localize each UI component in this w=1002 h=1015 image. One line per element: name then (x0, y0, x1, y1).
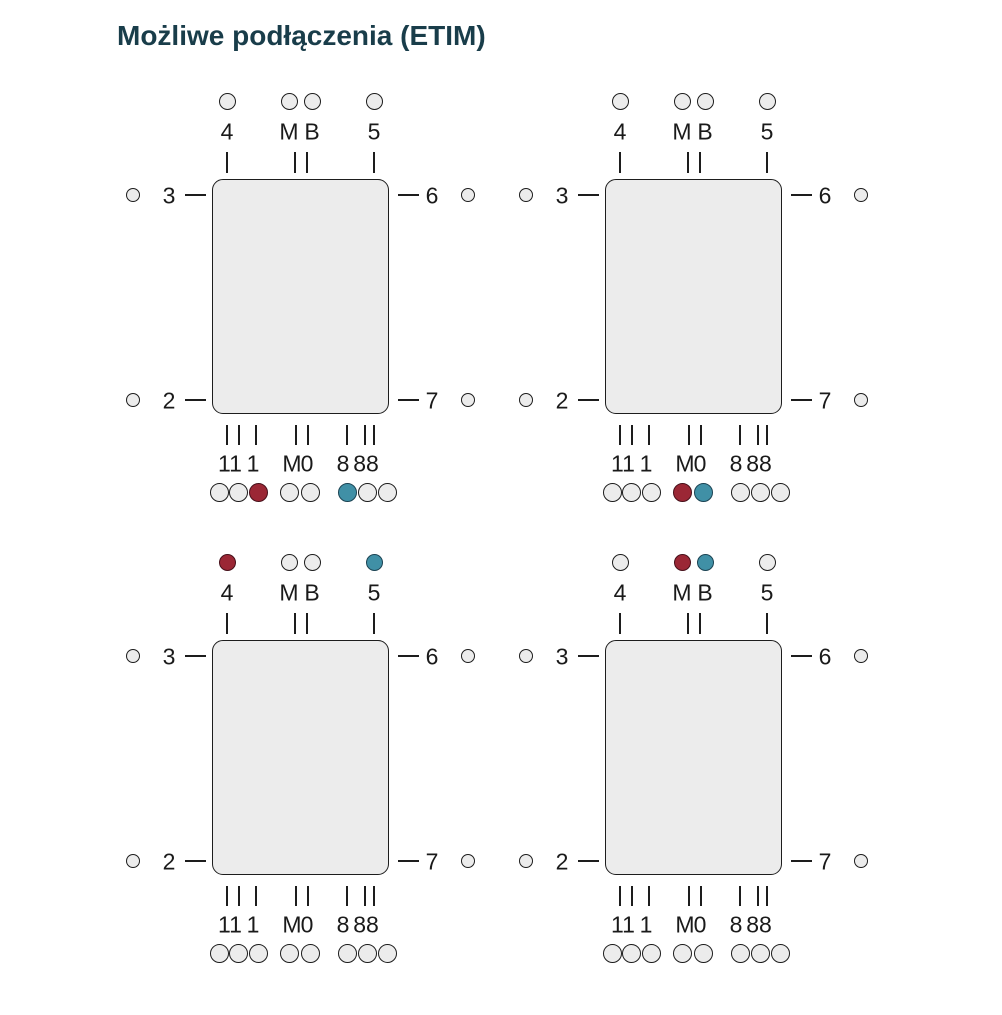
terminal-pin-line (185, 194, 206, 196)
terminal-indicator-0 (301, 944, 320, 963)
terminal-pin-line (619, 152, 621, 173)
device-box (212, 640, 389, 875)
terminal-indicator-6 (461, 649, 475, 663)
terminal-pin-line (688, 425, 690, 445)
terminal-pin-line (295, 425, 297, 445)
terminal-indicator-11b (622, 944, 641, 963)
terminal-indicator-5 (366, 93, 383, 110)
terminal-pin-line (306, 613, 308, 634)
terminal-pin-line (700, 425, 702, 445)
terminal-label-b: B (304, 579, 320, 606)
terminal-label-6: 6 (818, 643, 832, 670)
connection-variant-3 (110, 546, 490, 976)
terminal-indicator-m (674, 93, 691, 110)
terminal-indicator-5 (366, 554, 383, 571)
terminal-label-5: 5 (760, 118, 774, 145)
connection-variant-1 (110, 85, 490, 515)
terminal-label-2: 2 (555, 848, 569, 875)
terminal-pin-line (619, 613, 621, 634)
terminal-indicator-1 (642, 483, 661, 502)
terminal-label-6: 6 (425, 643, 439, 670)
terminal-pin-line (226, 886, 228, 906)
terminal-indicator-m-bottom (280, 483, 299, 502)
terminal-pin-line (238, 425, 240, 445)
terminal-pin-line (294, 613, 296, 634)
connection-variant-2 (503, 85, 883, 515)
terminal-indicator-0 (694, 944, 713, 963)
terminal-label-b: B (697, 579, 713, 606)
terminal-indicator-5 (759, 93, 776, 110)
terminal-indicator-6 (854, 188, 868, 202)
terminal-pin-line (346, 886, 348, 906)
terminal-pin-line (398, 399, 419, 401)
terminal-indicator-8 (338, 483, 357, 502)
terminal-label-4: 4 (613, 579, 627, 606)
terminal-indicator-11a (603, 483, 622, 502)
terminal-pin-line (307, 886, 309, 906)
terminal-label-3: 3 (555, 182, 569, 209)
terminal-label-m: M (672, 579, 692, 606)
terminal-label-88: 88 (353, 450, 379, 477)
terminal-label-2: 2 (555, 387, 569, 414)
terminal-indicator-m-bottom (673, 944, 692, 963)
terminal-pin-line (578, 860, 599, 862)
terminal-indicator-7 (854, 854, 868, 868)
terminal-label-m-bottom: M (282, 450, 302, 477)
terminal-pin-line (619, 886, 621, 906)
terminal-indicator-4 (219, 554, 236, 571)
terminal-pin-line (766, 425, 768, 445)
terminal-indicator-88a (358, 944, 377, 963)
terminal-label-11: 11 (611, 911, 635, 938)
terminal-label-0: 0 (693, 450, 707, 477)
terminal-label-b: B (304, 118, 320, 145)
terminal-label-2: 2 (162, 848, 176, 875)
terminal-label-5: 5 (367, 579, 381, 606)
terminal-indicator-2 (126, 854, 140, 868)
terminal-indicator-11a (603, 944, 622, 963)
terminal-pin-line (648, 425, 650, 445)
terminal-indicator-7 (461, 393, 475, 407)
terminal-indicator-1 (642, 944, 661, 963)
terminal-label-88: 88 (746, 911, 772, 938)
terminal-indicator-4 (612, 554, 629, 571)
terminal-label-m-bottom: M (675, 450, 695, 477)
terminal-pin-line (766, 152, 768, 173)
terminal-pin-line (295, 886, 297, 906)
terminal-pin-line (757, 425, 759, 445)
terminal-pin-line (226, 425, 228, 445)
terminal-pin-line (294, 152, 296, 173)
terminal-indicator-m (281, 554, 298, 571)
terminal-pin-line (255, 425, 257, 445)
terminal-pin-line (766, 886, 768, 906)
terminal-label-3: 3 (162, 643, 176, 670)
terminal-label-1: 1 (639, 911, 653, 938)
terminal-label-11: 11 (218, 450, 242, 477)
terminal-pin-line (238, 886, 240, 906)
terminal-indicator-m (281, 93, 298, 110)
terminal-pin-line (373, 613, 375, 634)
terminal-pin-line (578, 655, 599, 657)
terminal-pin-line (699, 152, 701, 173)
terminal-indicator-11b (229, 944, 248, 963)
connection-variant-4 (503, 546, 883, 976)
terminal-label-6: 6 (818, 182, 832, 209)
terminal-indicator-3 (126, 188, 140, 202)
terminal-pin-line (739, 425, 741, 445)
terminal-pin-line (578, 194, 599, 196)
terminal-pin-line (631, 886, 633, 906)
terminal-label-0: 0 (300, 911, 314, 938)
terminal-pin-line (699, 613, 701, 634)
terminal-indicator-3 (519, 188, 533, 202)
terminal-label-5: 5 (367, 118, 381, 145)
terminal-label-4: 4 (220, 118, 234, 145)
terminal-pin-line (346, 425, 348, 445)
terminal-indicator-88b (771, 944, 790, 963)
terminal-indicator-8 (731, 944, 750, 963)
terminal-pin-line (364, 425, 366, 445)
terminal-pin-line (619, 425, 621, 445)
terminal-pin-line (373, 425, 375, 445)
terminal-label-88: 88 (353, 911, 379, 938)
terminal-label-6: 6 (425, 182, 439, 209)
terminal-indicator-88b (378, 483, 397, 502)
terminal-label-7: 7 (425, 387, 439, 414)
terminal-indicator-2 (519, 393, 533, 407)
terminal-pin-line (364, 886, 366, 906)
terminal-indicator-1 (249, 483, 268, 502)
terminal-pin-line (578, 399, 599, 401)
terminal-indicator-7 (461, 854, 475, 868)
terminal-label-8: 8 (336, 911, 350, 938)
terminal-label-m: M (672, 118, 692, 145)
terminal-indicator-11a (210, 944, 229, 963)
terminal-pin-line (373, 152, 375, 173)
terminal-indicator-88b (771, 483, 790, 502)
terminal-indicator-7 (854, 393, 868, 407)
terminal-label-1: 1 (246, 450, 260, 477)
terminal-label-2: 2 (162, 387, 176, 414)
terminal-indicator-3 (519, 649, 533, 663)
terminal-label-m-bottom: M (675, 911, 695, 938)
terminal-indicator-b (304, 93, 321, 110)
terminal-pin-line (791, 194, 812, 196)
device-box (212, 179, 389, 414)
terminal-indicator-4 (219, 93, 236, 110)
terminal-pin-line (688, 886, 690, 906)
terminal-label-88: 88 (746, 450, 772, 477)
terminal-indicator-3 (126, 649, 140, 663)
terminal-indicator-0 (301, 483, 320, 502)
terminal-indicator-88a (751, 483, 770, 502)
terminal-indicator-b (697, 93, 714, 110)
terminal-indicator-6 (854, 649, 868, 663)
terminal-label-3: 3 (162, 182, 176, 209)
terminal-indicator-88a (358, 483, 377, 502)
terminal-indicator-2 (519, 854, 533, 868)
terminal-pin-line (398, 655, 419, 657)
terminal-label-1: 1 (246, 911, 260, 938)
terminal-indicator-4 (612, 93, 629, 110)
terminal-label-11: 11 (611, 450, 635, 477)
terminal-label-7: 7 (425, 848, 439, 875)
terminal-indicator-8 (338, 944, 357, 963)
terminal-pin-line (307, 425, 309, 445)
terminal-indicator-m-bottom (280, 944, 299, 963)
terminal-pin-line (185, 860, 206, 862)
terminal-pin-line (791, 655, 812, 657)
terminal-indicator-m-bottom (673, 483, 692, 502)
terminal-pin-line (791, 860, 812, 862)
terminal-pin-line (373, 886, 375, 906)
terminal-label-0: 0 (300, 450, 314, 477)
terminal-pin-line (226, 613, 228, 634)
terminal-label-5: 5 (760, 579, 774, 606)
terminal-label-3: 3 (555, 643, 569, 670)
terminal-label-4: 4 (613, 118, 627, 145)
terminal-indicator-m (674, 554, 691, 571)
terminal-pin-line (739, 886, 741, 906)
terminal-label-8: 8 (729, 450, 743, 477)
terminal-indicator-11b (229, 483, 248, 502)
terminal-label-4: 4 (220, 579, 234, 606)
terminal-indicator-5 (759, 554, 776, 571)
terminal-pin-line (185, 399, 206, 401)
terminal-pin-line (306, 152, 308, 173)
terminal-pin-line (687, 613, 689, 634)
terminal-pin-line (687, 152, 689, 173)
terminal-indicator-0 (694, 483, 713, 502)
terminal-pin-line (398, 860, 419, 862)
terminal-indicator-8 (731, 483, 750, 502)
terminal-pin-line (398, 194, 419, 196)
terminal-label-1: 1 (639, 450, 653, 477)
terminal-label-8: 8 (336, 450, 350, 477)
page-title: Możliwe podłączenia (ETIM) (117, 20, 486, 51)
terminal-label-7: 7 (818, 387, 832, 414)
terminal-indicator-88b (378, 944, 397, 963)
terminal-indicator-b (697, 554, 714, 571)
terminal-pin-line (700, 886, 702, 906)
terminal-indicator-2 (126, 393, 140, 407)
terminal-indicator-b (304, 554, 321, 571)
terminal-indicator-11a (210, 483, 229, 502)
device-box (605, 179, 782, 414)
terminal-label-7: 7 (818, 848, 832, 875)
terminal-pin-line (185, 655, 206, 657)
terminal-pin-line (766, 613, 768, 634)
terminal-pin-line (791, 399, 812, 401)
terminal-label-8: 8 (729, 911, 743, 938)
terminal-pin-line (631, 425, 633, 445)
terminal-label-m: M (279, 118, 299, 145)
terminal-indicator-11b (622, 483, 641, 502)
terminal-label-0: 0 (693, 911, 707, 938)
terminal-pin-line (648, 886, 650, 906)
terminal-pin-line (226, 152, 228, 173)
terminal-label-11: 11 (218, 911, 242, 938)
terminal-label-m: M (279, 579, 299, 606)
terminal-indicator-6 (461, 188, 475, 202)
terminal-indicator-1 (249, 944, 268, 963)
terminal-indicator-88a (751, 944, 770, 963)
terminal-pin-line (255, 886, 257, 906)
terminal-label-m-bottom: M (282, 911, 302, 938)
device-box (605, 640, 782, 875)
terminal-pin-line (757, 886, 759, 906)
terminal-label-b: B (697, 118, 713, 145)
